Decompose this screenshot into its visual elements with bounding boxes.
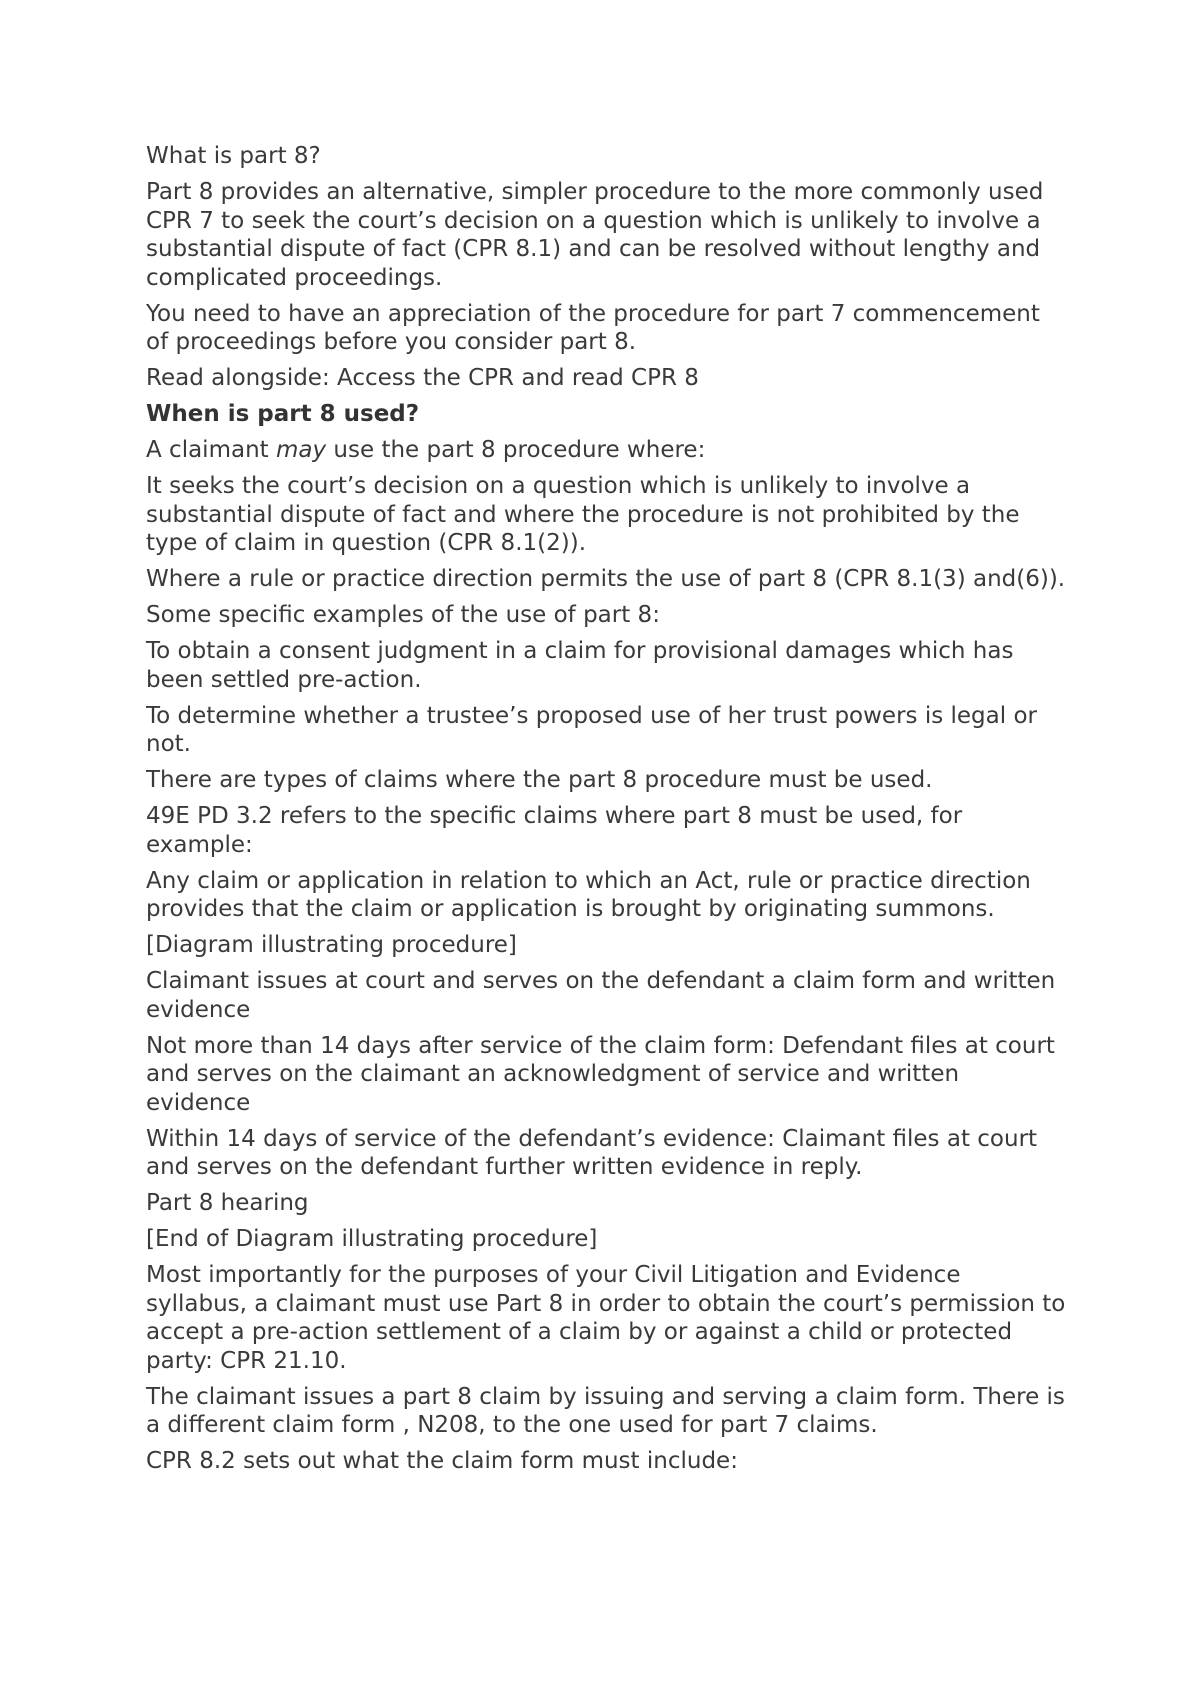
paragraph-originating-summons: Any claim or application in relation to which an Act, rule or practice direction provides that the claim or application is brought by originating summons. [146, 867, 1031, 922]
paragraph-read-alongside: Read alongside: Access the CPR and read CPR 8 [146, 365, 699, 391]
text-segment: A claimant [146, 437, 276, 463]
paragraph-court-decision: It seeks the court’s decision on a question which is unlikely to involve a substantial dispute of fact and where the procedure is not prohibited by the type of claim in question (CPR 8.1(2)). [146, 473, 1020, 556]
paragraph-must-be-used: There are types of claims where the part 8 procedure must be used. [146, 767, 933, 793]
text-segment: use the part 8 procedure where: [326, 437, 706, 463]
emphasis-may: may [275, 437, 327, 463]
intro-question: What is part 8? [146, 143, 321, 169]
diagram-step-defendant-files: Not more than 14 days after service of the claim form: Defendant files at court and serves on the claimant an acknowledgment of service and written evidence [146, 1032, 1055, 1116]
paragraph-examples-intro: Some specific examples of the use of part 8: [146, 602, 660, 628]
paragraph-claim-form: The claimant issues a part 8 claim by issuing and serving a claim form. There is a different claim form , N208, to the one used for part 7 claims. [146, 1383, 1065, 1438]
document-body [146, 142, 1066, 1483]
paragraph-rule-permits: Where a rule or practice direction permits the use of part 8 (CPR 8.1(3) and(6)). [146, 566, 1066, 592]
diagram-end-marker: [End of Diagram illustrating procedure] [146, 1226, 598, 1252]
paragraph-part8-overview: Part 8 provides an alternative, simpler procedure to the more commonly used CPR 7 to seek the court’s decision on a question which is unlikely to involve a substantial dispute of fact (CPR 8.1) and can be resolved without lengthy and complicated proceedings. [146, 179, 1044, 291]
section-heading-when-used: When is part 8 used? [146, 401, 420, 427]
paragraph-child-settlement: Most importantly for the purposes of your Civil Litigation and Evidence syllabus, a claimant must use Part 8 in order to obtain the court’s permission to accept a pre-action settlement of a claim by or against a child or protected party: CPR 21.10. [146, 1262, 1066, 1374]
paragraph-practice-direction: 49E PD 3.2 refers to the specific claims where part 8 must be used, for example: [146, 803, 963, 858]
paragraph-claim-form-contents: CPR 8.2 sets out what the claim form must include: [146, 1448, 738, 1474]
diagram-start-marker: [Diagram illustrating procedure] [146, 932, 517, 958]
diagram-step-hearing: Part 8 hearing [146, 1190, 309, 1216]
diagram-step-claimant-reply: Within 14 days of service of the defendant’s evidence: Claimant files at court and serves on the defendant further written evidence in reply. [146, 1125, 1038, 1180]
diagram-step-claimant-issues: Claimant issues at court and serves on the defendant a claim form and written evidence [146, 968, 1056, 1023]
paragraph-claimant-may [146, 436, 1066, 465]
paragraph-part7-appreciation: You need to have an appreciation of the procedure for part 7 commencement of proceedings before you consider part 8. [146, 300, 1040, 355]
paragraph-trustee-powers: To determine whether a trustee’s proposed use of her trust powers is legal or not. [146, 702, 1037, 757]
paragraph-consent-judgment: To obtain a consent judgment in a claim for provisional damages which has been settled pre-action. [146, 638, 1014, 693]
